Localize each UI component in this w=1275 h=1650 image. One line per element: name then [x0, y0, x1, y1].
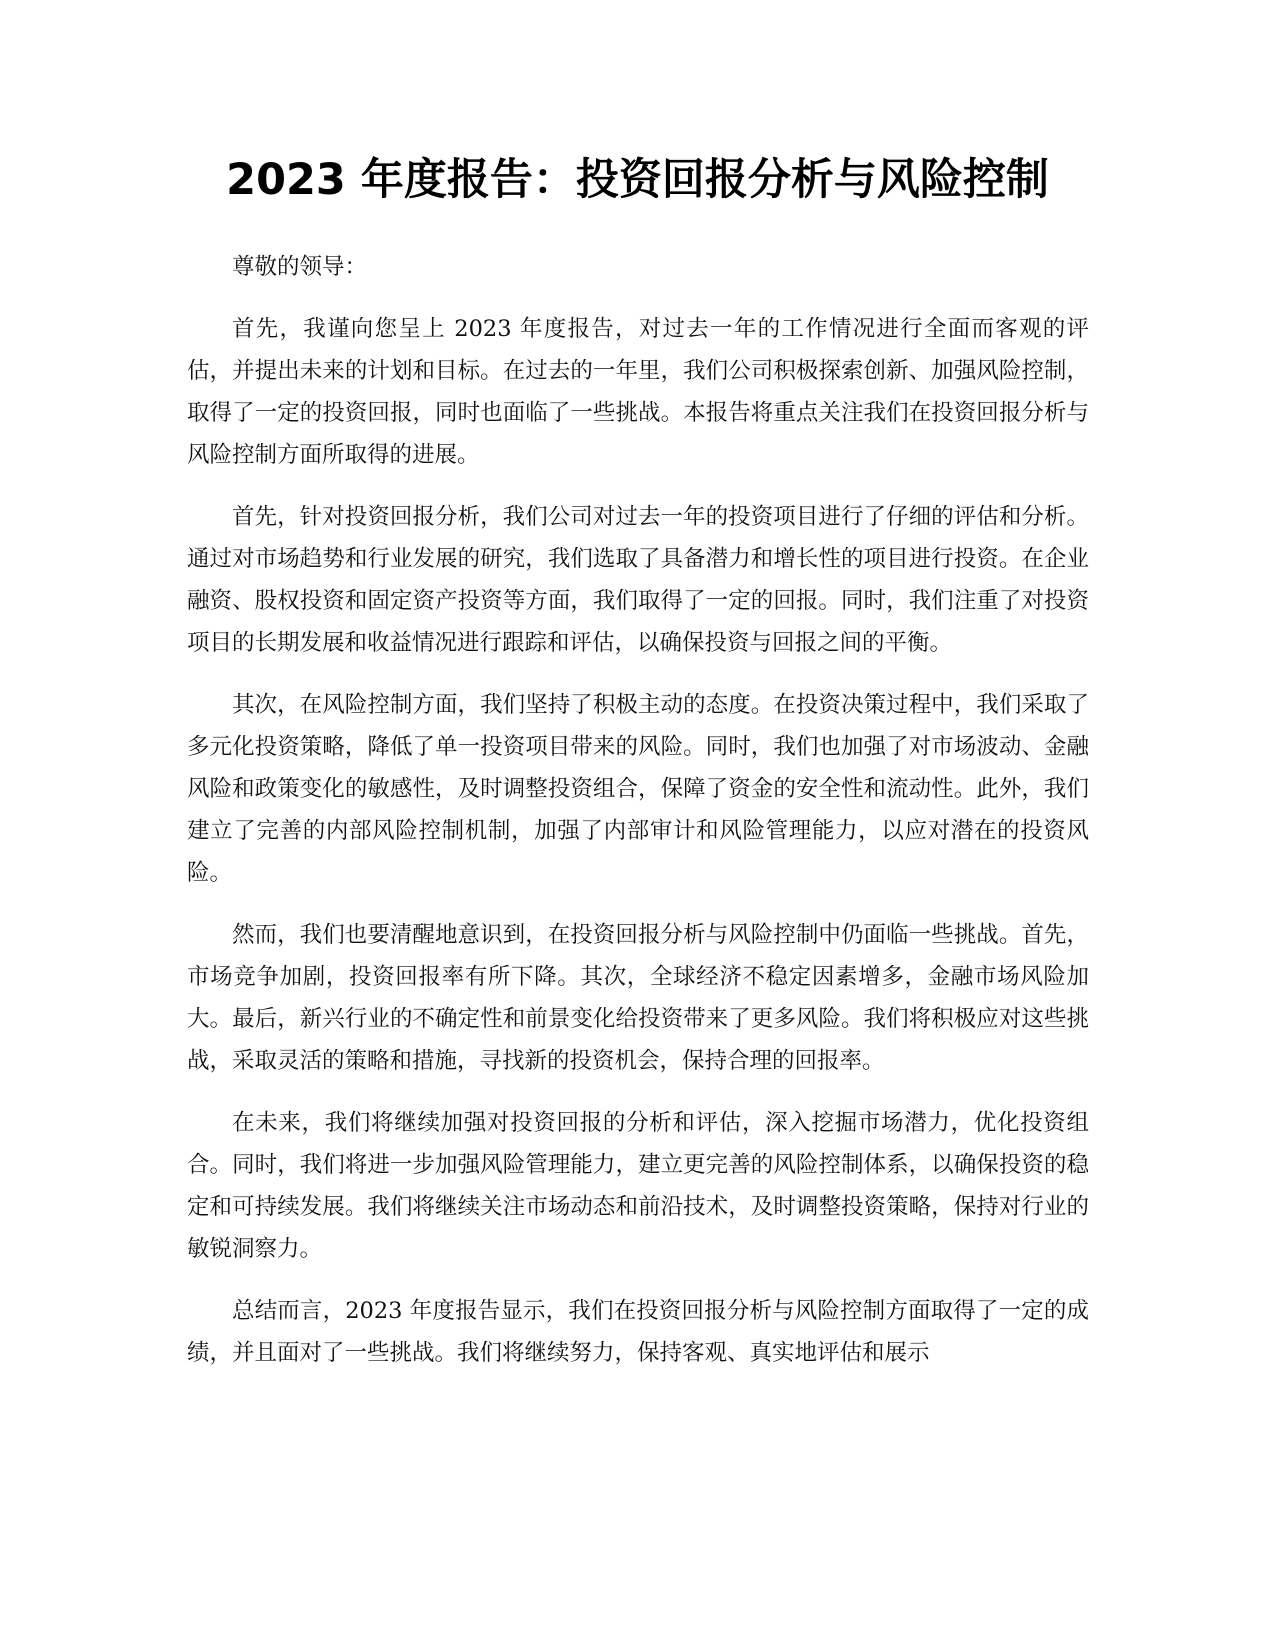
paragraph-investment-return: 首先，针对投资回报分析，我们公司对过去一年的投资项目进行了仔细的评估和分析。通过对市场趋势和行业发展的研究，我们选取了具备潜力和增长性的项目进行投资。在企业融资、股权投资和固定资产投资等方面，我们取得了一定的回报。同时，我们注重了对投资项目的长期发展和收益情况进行跟踪和评估，以确保投资与回报之间的平衡。	[187, 504, 1089, 656]
document-title: 2023 年度报告：投资回报分析与风险控制	[226, 155, 1049, 205]
document-body	[187, 246, 1089, 1394]
paragraph-future: 在未来，我们将继续加强对投资回报的分析和评估，深入挖掘市场潜力，优化投资组合。同时，我们将进一步加强风险管理能力，建立更完善的风险控制体系，以确保投资的稳定和可持续发展。我们将继续关注市场动态和前沿技术，及时调整投资策略，保持对行业的敏锐洞察力。	[187, 1110, 1089, 1262]
paragraph-challenges: 然而，我们也要清醒地意识到，在投资回报分析与风险控制中仍面临一些挑战。首先，市场竞争加剧，投资回报率有所下降。其次，全球经济不稳定因素增多，金融市场风险加大。最后，新兴行业的不确定性和前景变化给投资带来了更多风险。我们将积极应对这些挑战，采取灵活的策略和措施，寻找新的投资机会，保持合理的回报率。	[187, 922, 1089, 1074]
greeting: 尊敬的领导：	[232, 254, 368, 280]
paragraph-intro: 首先，我谨向您呈上 2023 年度报告，对过去一年的工作情况进行全面而客观的评估，并提出未来的计划和目标。在过去的一年里，我们公司积极探索创新、加强风险控制，取得了一定的投资回报，同时也面临了一些挑战。本报告将重点关注我们在投资回报分析与风险控制方面所取得的进展。	[187, 316, 1089, 468]
paragraph-summary: 总结而言，2023 年度报告显示，我们在投资回报分析与风险控制方面取得了一定的成绩，并且面对了一些挑战。我们将继续努力，保持客观、真实地评估和展示	[187, 1298, 1089, 1366]
paragraph-risk-control: 其次，在风险控制方面，我们坚持了积极主动的态度。在投资决策过程中，我们采取了多元化投资策略，降低了单一投资项目带来的风险。同时，我们也加强了对市场波动、金融风险和政策变化的敏感性，及时调整投资组合，保障了资金的安全性和流动性。此外，我们建立了完善的内部风险控制机制，加强了内部审计和风险管理能力，以应对潜在的投资风险。	[187, 692, 1089, 886]
